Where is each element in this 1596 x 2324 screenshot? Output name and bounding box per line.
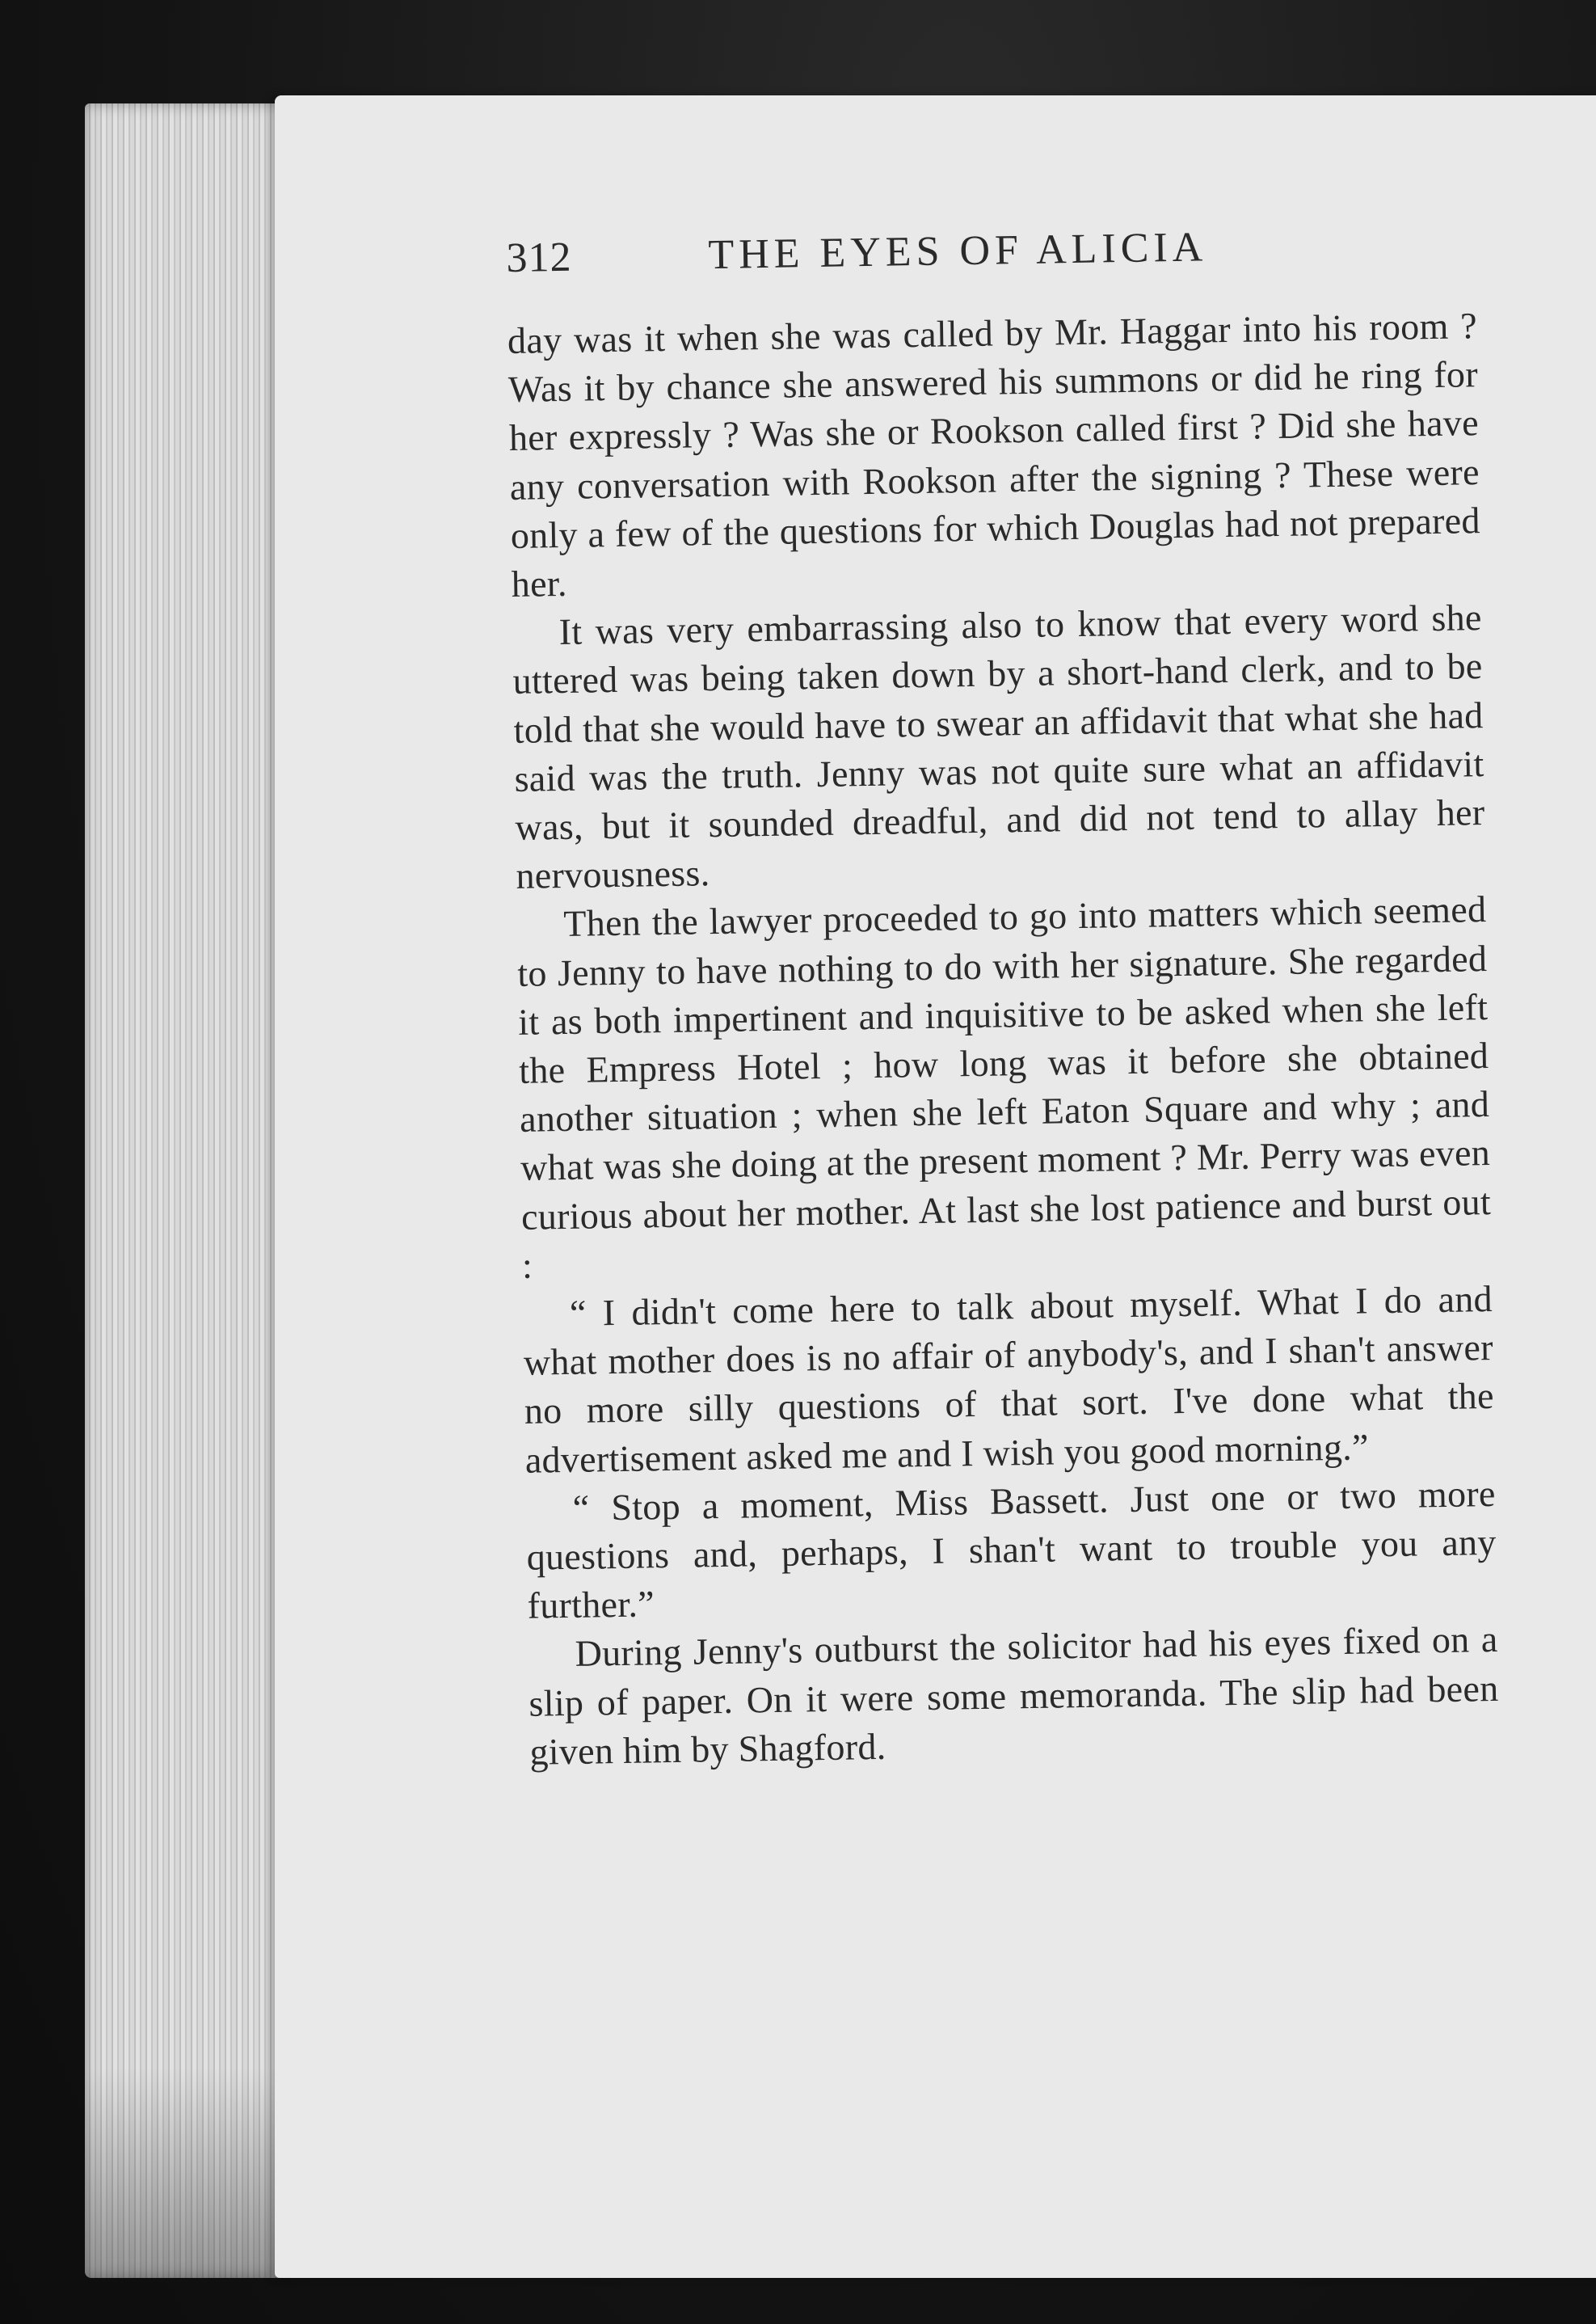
paragraph: It was very embarrassing also to know that every word she uttered was being taken down by a short-hand clerk, and to be told that she would have to swear an affidavit that what she had said was the truth. Jenny was not quite sure what an affidavit was, but it sounded dreadful, and did not tend to allay her nervousness. (512, 597, 1485, 897)
paragraph: During Jenny's outburst the solicitor had his eyes fixed on a slip of paper. On it were some memoranda. The slip had been given him by Shagford. (528, 1618, 1499, 1773)
body-text (507, 302, 1500, 1777)
paragraph: day was it when she was called by Mr. Haggar into his room ? Was it by chance she answered his summons or did he ring for her expressly ? Was she or Rookson called first ? Did she have any conversation with Rookson after the signing ? These were only a few of the questions for which Douglas had not prepared her. (507, 305, 1481, 605)
paragraph: Then the lawyer proceeded to go into matters which seemed to Jenny to have nothing to do with her signature. She regarded it as both impertinent and inquisitive to be asked when she left the Empress Hotel ; how long was it before she obtained another situation ; when she left Eaton Square and why ; and what was she doing at the present moment ? Mr. Perry was even curious about her mother. At last she lost patience and burst out : (516, 888, 1492, 1286)
page-number: 312 (506, 234, 572, 281)
paragraph: “ I didn't come here to talk about myself. What I do and what mother does is no affair of anybody's, and I shan't answer no more silly questions of that sort. I've done what the advertisement asked me and I wish you good morning.” (523, 1278, 1495, 1481)
paragraph: “ Stop a moment, Miss Bassett. Just one or two more questions and, perhaps, I shan't want to trouble you any further.” (526, 1472, 1497, 1627)
running-head (506, 219, 1476, 312)
page-content (506, 219, 1500, 1777)
running-title: THE EYES OF ALICIA (707, 224, 1208, 279)
book-page-edges (85, 103, 287, 2278)
book-page (275, 95, 1596, 2278)
